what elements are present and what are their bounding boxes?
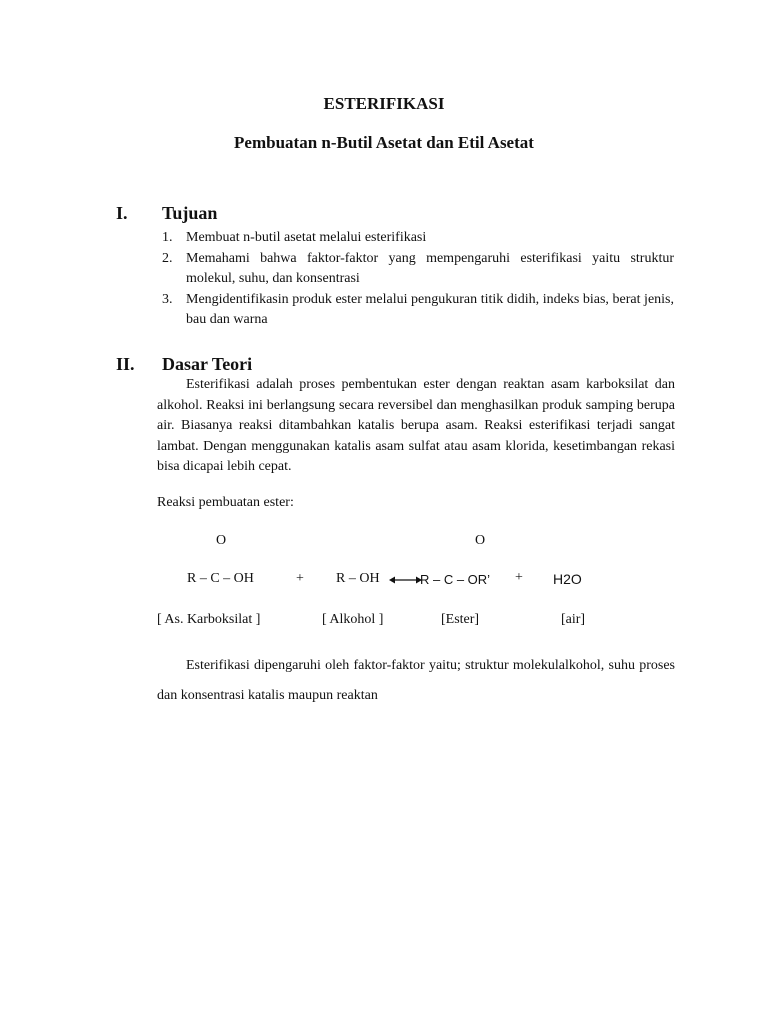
list-item <box>162 228 674 249</box>
section-number-1: I. <box>116 203 128 223</box>
document-subtitle: Pembuatan n-Butil Asetat dan Etil Asetat <box>234 133 534 152</box>
list-item <box>162 249 674 290</box>
reaction-plus-2: + <box>515 570 523 585</box>
list-item-text: Memahami bahwa faktor-faktor yang mempengaruhi esterifikasi yaitu struktur molekul, suhu, dan konsentrasi <box>186 250 674 286</box>
list-item-number: 2. <box>162 250 173 266</box>
label-carboxylic-acid: [ As. Karboksilat ] <box>157 612 261 627</box>
theory-paragraph: Esterifikasi adalah proses pembentukan ester dengan reaktan asam karboksilat dan alkohol. Reaksi ini berlangsung secara reversibel dan menghasilkan produk samping berupa air. Biasanya reaksi ditambahkan katalis berupa asam. Reaksi esterifikasi terjadi sangat lambat. Dengan menggunakan katalis asam sulfat atau asam klorida, kesetimbangan rekasi bisa dicapai lebih cepat. <box>157 377 675 474</box>
label-alcohol: [ Alkohol ] <box>322 612 384 627</box>
reaction-carbonyl-oxygen-right: O <box>475 533 486 548</box>
list-item <box>162 290 674 331</box>
list-item-number: 3. <box>162 291 173 307</box>
list-item-text: Membuat n-butil asetat melalui esterifikasi <box>186 230 427 245</box>
reaction-alcohol: R – OH <box>336 571 380 586</box>
label-water: [air] <box>561 612 586 627</box>
section-number-2: II. <box>116 354 135 374</box>
section-heading-tujuan: Tujuan <box>162 203 218 223</box>
section-heading-dasar-teori: Dasar Teori <box>162 354 253 374</box>
reaction-water: H2O <box>553 571 582 587</box>
factors-paragraph: Esterifikasi dipengaruhi oleh faktor-faktor yaitu; struktur molekulalkohol, suhu proses dan konsentrasi katalis maupun reaktan <box>157 658 675 703</box>
list-item-text: Mengidentifikasin produk ester melalui pengukuran titik didih, indeks bias, berat jenis, bau dan warna <box>186 291 674 327</box>
list-item-number: 1. <box>162 230 173 245</box>
reaction-plus-1: + <box>296 571 304 586</box>
objectives-list <box>162 228 674 331</box>
document-title: ESTERIFIKASI <box>323 94 445 113</box>
reaction-carboxylic-acid: R – C – OH <box>187 571 254 586</box>
reaction-carbonyl-oxygen-left: O <box>216 533 227 548</box>
equilibrium-arrow-icon <box>389 574 422 586</box>
reaction-ester: R – C – OR’ <box>420 572 491 587</box>
label-ester: [Ester] <box>441 612 480 627</box>
reaction-intro: Reaksi pembuatan ester: <box>157 495 294 510</box>
